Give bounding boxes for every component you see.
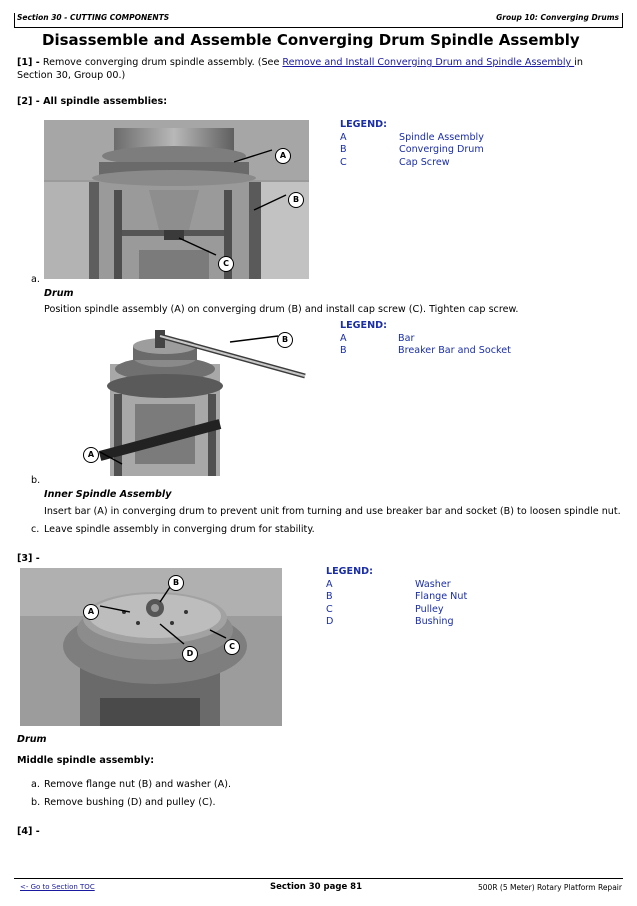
spindle-drum-illustration [44, 120, 309, 279]
callout-letter: A [83, 447, 99, 463]
callout-b [277, 327, 293, 348]
step-3-label: [3] - [17, 553, 40, 564]
step-1-text-before: Remove converging drum spindle assembly. (See [39, 57, 283, 68]
step-3b-text: Remove bushing (D) and pulley (C). [44, 797, 216, 808]
legend-key: A [326, 578, 333, 590]
header-group: Group 10: Converging Drums [496, 13, 619, 22]
legend-value: Spindle Assembly [399, 131, 484, 143]
caption-drum: Drum [44, 288, 74, 299]
step-2-label: [2] - All spindle assemblies: [17, 96, 168, 107]
step-1-label: [1] - [17, 57, 40, 68]
callout-c [218, 251, 234, 272]
list-marker-b: b. [31, 797, 41, 808]
legend-value: Flange Nut [415, 591, 468, 603]
legend-key: A [340, 332, 347, 344]
legend-value: Bar [398, 332, 415, 344]
legend-value: Breaker Bar and Socket [398, 345, 511, 357]
page-title: Disassemble and Assemble Converging Drum Spindle Assembly [42, 31, 580, 49]
legend-step-2b [340, 320, 570, 358]
callout-letter: B [168, 575, 184, 591]
step-3a-text: Remove flange nut (B) and washer (A). [44, 779, 232, 790]
legend-key: C [340, 156, 347, 168]
legend-key: B [340, 345, 347, 357]
legend-heading: LEGEND: [340, 320, 387, 331]
legend-row [340, 345, 570, 358]
list-marker-b: b. [31, 475, 41, 486]
callout-b [288, 187, 304, 208]
breaker-bar-illustration [80, 324, 310, 476]
middle-spindle-photo [20, 568, 282, 726]
legend-value: Cap Screw [399, 156, 450, 168]
callout-letter: C [224, 639, 240, 655]
header-divider [14, 27, 623, 28]
manual-title: 500R (5 Meter) Rotary Platform Repair [478, 883, 622, 892]
legend-heading: LEGEND: [326, 566, 373, 577]
legend-value: Pulley [415, 603, 444, 615]
caption-drum-step-3: Drum [17, 734, 47, 745]
legend-row [340, 132, 540, 145]
callout-letter: A [275, 148, 291, 164]
legend-row [340, 333, 570, 346]
legend-row [326, 591, 526, 604]
legend-value: Washer [415, 578, 451, 590]
legend-key: C [326, 603, 333, 615]
header-section: Section 30 - CUTTING COMPONENTS [17, 13, 170, 22]
legend-step-2a [340, 119, 540, 169]
callout-letter: B [277, 332, 293, 348]
header-left-rule [14, 13, 15, 27]
caption-inner-spindle: Inner Spindle Assembly [44, 489, 172, 500]
callout-a [83, 442, 99, 463]
step-2c-text: Leave spindle assembly in converging drum for stability. [44, 524, 315, 535]
legend-row [326, 616, 526, 629]
legend-row [326, 604, 526, 617]
toc-link[interactable]: <- Go to Section TOC [20, 883, 95, 891]
legend-key: B [326, 591, 333, 603]
legend-key: B [340, 144, 347, 156]
legend-row [326, 579, 526, 592]
callout-letter: C [218, 256, 234, 272]
legend-key: A [340, 131, 347, 143]
step-3-heading: Middle spindle assembly: [17, 755, 155, 766]
callout-a [275, 143, 291, 164]
callout-a [83, 599, 99, 620]
callout-letter: B [288, 192, 304, 208]
step-2b-text: Insert bar (A) in converging drum to prevent unit from turning and use breaker bar and socket (B) to loosen spindle nut. [44, 506, 621, 517]
callout-letter: A [83, 604, 99, 620]
footer-divider [14, 878, 623, 879]
legend-row [340, 144, 540, 157]
legend-value: Bushing [415, 616, 454, 628]
breaker-bar-photo [80, 324, 310, 476]
step-1 [17, 56, 617, 82]
callout-c [224, 634, 240, 655]
callout-d [182, 641, 198, 662]
spindle-drum-photo [44, 120, 309, 279]
step-2a-text: Position spindle assembly (A) on converging drum (B) and install cap screw (C). Tighten cap screw. [44, 304, 519, 315]
legend-key: D [326, 616, 334, 628]
list-marker-c: c. [31, 524, 40, 535]
callout-b [168, 570, 184, 591]
legend-row [340, 157, 540, 170]
step-4-label: [4] - [17, 826, 40, 837]
list-marker-a: a. [31, 274, 40, 285]
middle-spindle-illustration [20, 568, 282, 726]
step-1-link[interactable]: Remove and Install Converging Drum and Spindle Assembly [282, 57, 575, 68]
legend-value: Converging Drum [399, 144, 484, 156]
step-1-text-after: in Section 30, Group 00.) [17, 57, 583, 81]
page-number: Section 30 page 81 [270, 882, 362, 892]
header-right-rule [622, 13, 623, 27]
callout-letter: D [182, 646, 198, 662]
legend-step-3 [326, 566, 526, 629]
list-marker-a: a. [31, 779, 40, 790]
legend-heading: LEGEND: [340, 119, 387, 130]
